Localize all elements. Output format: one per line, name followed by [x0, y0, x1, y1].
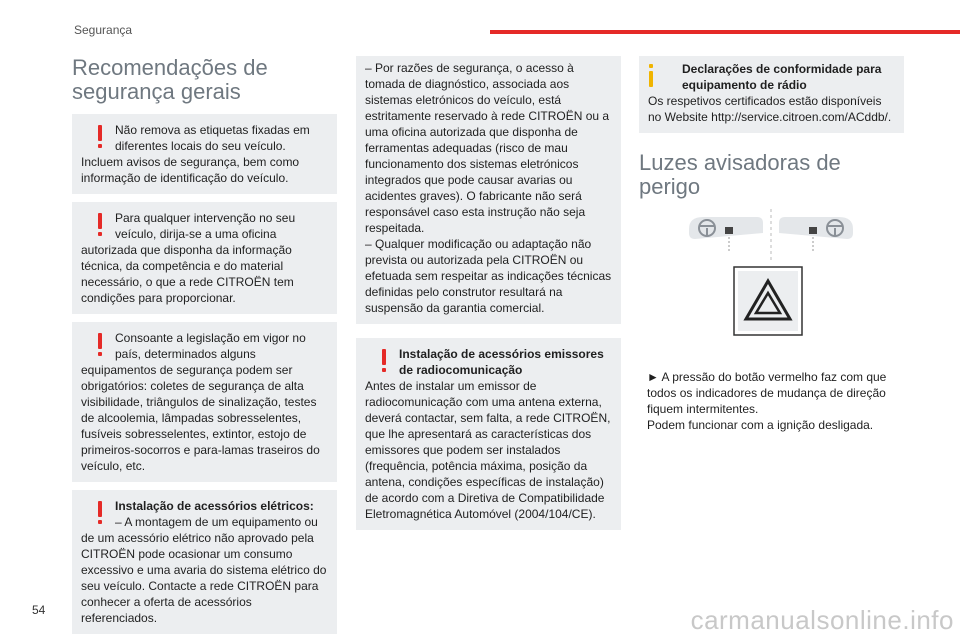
section-title-safety: Recomendações de segurança gerais	[72, 55, 268, 104]
info-box-radio-conformity: Declarações de conformidade para equipamento de rádio Os respetivos certificados estão disponíveis no Website http://service.citroen.com/ACddb/.	[639, 56, 904, 133]
hazard-button-icon	[734, 267, 802, 335]
info-icon	[648, 61, 682, 91]
dashboard-rhd-icon	[779, 217, 853, 253]
hazard-lights-text: ► A pressão do botão vermelho faz com que todos os indicadores de mudança de direção fiquem intermitentes. Podem funcionar com a ignição desligada.	[647, 370, 887, 432]
column-3	[639, 56, 904, 433]
running-header: Segurança	[74, 23, 133, 37]
warning-icon	[81, 210, 115, 242]
column-1	[72, 56, 337, 642]
warning-icon	[81, 330, 115, 362]
page-number: 54	[32, 603, 46, 617]
hazard-illustration-svg	[639, 209, 904, 361]
warning-icon	[81, 498, 115, 530]
watermark: carmanualsonline.info	[690, 605, 954, 635]
warning-icon	[81, 122, 115, 154]
warning-box-radio-transmitters: Instalação de acessórios emissores de radiocomunicação Antes de instalar um emissor de radiocomunicação com uma antena externa, deverá contactar, sem falta, a rede CITROËN, que lhe apresentará as características dos emissores que podem ser instalados (frequência, potência máxima, posição da antena, condições específicas de instalação) de acordo com a Diretiva de Compatibilidade Eletromagnética Automóvel (2004/104/CE).	[356, 338, 621, 530]
column-2	[356, 56, 621, 538]
dashboard-lhd-icon	[689, 217, 763, 253]
section-title-hazard-lights: Luzes avisadoras de perigo	[639, 150, 841, 199]
warning-box-legislation: Consoante a legislação em vigor no país, determinados alguns equipamentos de segurança podem ser obrigatórios: coletes de segurança de alta visibilidade, triângulos de sinalização, testes de alcoolemia, lâmpadas sobresselentes, fusíveis sobresselentes, extintor, estojo de primeiros-socorros e para-lamas traseiros do veículo, etc.	[72, 322, 337, 482]
warning-box-workshop: Para qualquer intervenção no seu veículo, dirija-se a uma oficina autorizada que disponha da informação técnica, da competência e do material necessário, o que a rede CITROËN tem condições para proporcionar.	[72, 202, 337, 314]
warning-box-labels: Não remova as etiquetas fixadas em diferentes locais do seu veículo. Incluem avisos de segurança, bem como informação de identificação do veículo.	[72, 114, 337, 194]
info-box-diagnostics: – Por razões de segurança, o acesso à tomada de diagnóstico, associada aos sistemas eletrónicos do veículo, está estritamente reservado à rede CITROËN ou a uma oficina autorizada que disponha de ferramentas adequadas (risco de mau funcionamento dos sistemas eletrónicos integrados que pode causar avarias ou acidentes graves). O fabricante não será responsável caso esta instrução não seja respeitada. – Qualquer modificação ou adaptação não prevista ou autorizada pela CITROËN ou efetuada sem respeitar as indicações técnicas definidas pelo construtor resultará na suspensão da garantia comercial.	[356, 56, 621, 324]
header-accent-bar	[490, 30, 960, 34]
hazard-lights-illustration	[639, 209, 904, 361]
warning-icon	[365, 346, 399, 378]
warning-box-electrical-accessories: Instalação de acessórios elétricos: – A montagem de um equipamento ou de um acessório elétrico não aprovado pela CITROËN pode ocasionar um consumo excessivo e uma avaria do sistema elétrico do seu veículo. Contacte a rede CITROËN para conhecer a oferta de acessórios referenciados.	[72, 490, 337, 634]
